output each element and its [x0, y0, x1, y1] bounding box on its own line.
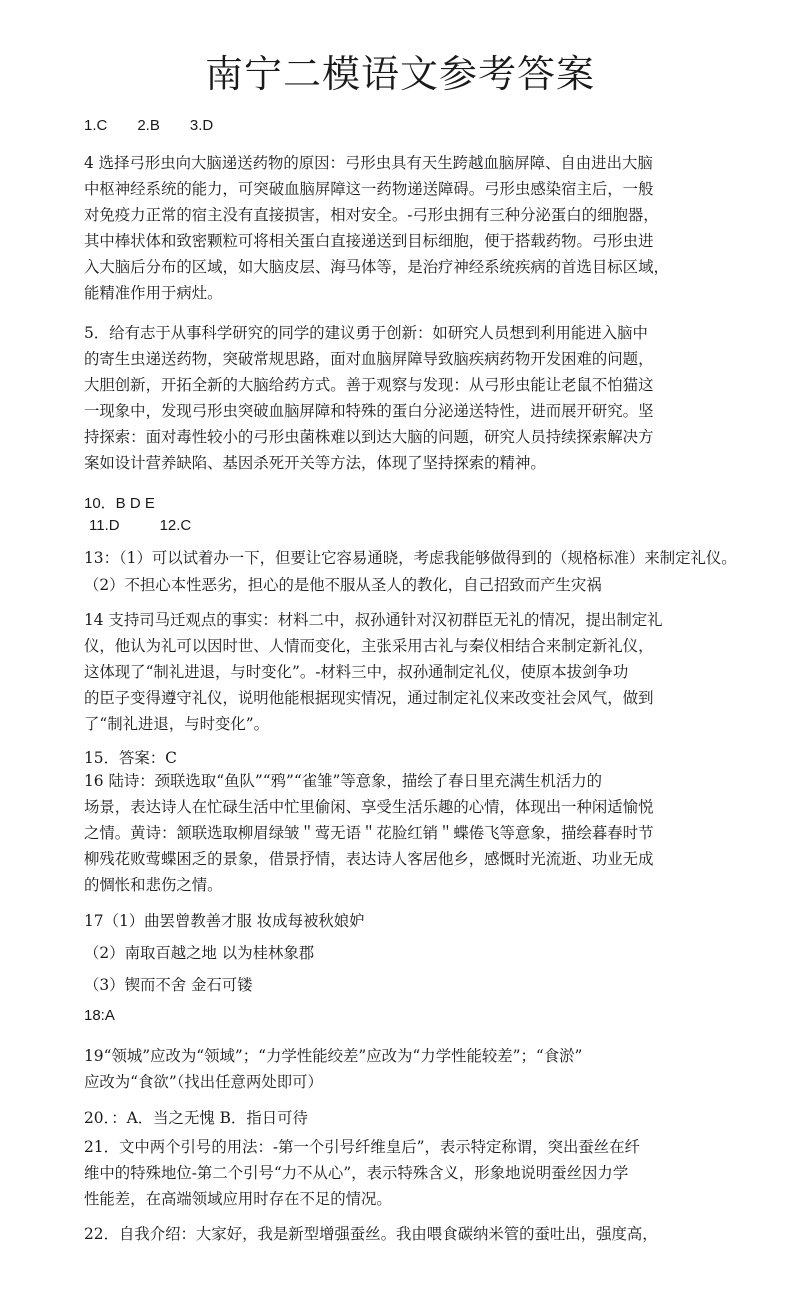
q14-line-1: 14 支持司马迁观点的事实：材料二中，叔孙通针对汉初群臣无礼的情况，提出制定礼	[84, 611, 663, 629]
q17-line-2: （2）南取百越之地 以为桂林象郡	[84, 944, 315, 962]
q16-line-2: 场景，表达诗人在忙碌生活中忙里偷闲、享受生活乐趣的心情，体现出一种闲适愉悦	[84, 798, 654, 816]
q4-line-1: 4 选择弓形虫向大脑递送药物的原因：弓形虫具有天生跨越血脑屏障、自由进出大脑	[84, 154, 653, 172]
answer-2: 2.B	[137, 117, 160, 134]
q14-line-4: 的臣子变得遵守礼仪，说明他能根据现实情况，通过制定礼仪来改变社会风气，做到	[84, 689, 654, 707]
answer-11: 11.D	[89, 517, 120, 534]
q4-line-3: 对免疫力正常的宿主没有直接损害，相对安全。-弓形虫拥有三种分泌蛋白的细胞器，	[84, 206, 659, 224]
q21-line-3: 性能差，在高端领域应用时存在不足的情况。	[84, 1190, 392, 1208]
q5-line-1: 5．给有志于从事科学研究的同学的建议勇于创新：如研究人员想到利用能进入脑中	[84, 324, 648, 342]
q4-line-6: 能精准作用于病灶。	[84, 284, 223, 302]
q4-line-5: 入大脑后分布的区域，如大脑皮层、海马体等，是治疗神经系统疾病的首选目标区域，	[84, 258, 669, 276]
q19-line-1: 19“领城”应改为“领域”；“力学性能绞差”应改为“力学性能较差”；“食淤”	[84, 1047, 583, 1065]
q14-line-5: 了“制礼进退，与时变化”。	[84, 715, 270, 733]
q16-line-5: 的惆怅和悲伤之情。	[84, 876, 223, 894]
q5-line-6: 案如设计营养缺陷、基因杀死开关等方法，体现了坚持探索的精神。	[84, 454, 546, 472]
answer-1: 1.C	[84, 117, 108, 134]
q5-line-3: 大胆创新，开拓全新的大脑给药方式。善于观察与发现：从弓形虫能让老鼠不怕猫这	[84, 376, 654, 394]
q19-line-2: 应改为“食欲”（找出任意两处即可）	[84, 1073, 323, 1091]
q21-line-1: 21．文中两个引号的用法：-第一个引号纤维皇后”，表示特定称谓，突出蚕丝在纤	[84, 1138, 640, 1156]
q16-line-3: 之情。黄诗：颔联选取柳眉绿皱＂莺无语＂花脸红销＂蝶倦飞等意象，描绘暮春时节	[84, 824, 654, 842]
q16-line-1: 16 陆诗：颈联选取“鱼队”“鸦”“雀雏”等意象，描绘了春日里充满生机活力的	[84, 772, 603, 790]
page-title: 南宁二模语文参考答案	[204, 52, 595, 96]
q14-line-3: 这体现了“制礼进退，与时变化”。-材料三中，叔孙通制定礼仪，使原本拔剑争功	[84, 663, 629, 681]
answer-3: 3.D	[189, 117, 214, 134]
q4-line-2: 中枢神经系统的能力，可突破血脑屏障这一药物递送障碍。弓形虫感染宿主后，一般	[84, 180, 654, 198]
q5-line-2: 的寄生虫递送药物，突破常规思路，面对血脑屏障导致脑疾病药物开发困难的问题，	[84, 350, 654, 368]
q14-line-2: 仪，他认为礼可以因时世、人情而变化，主张采用古礼与秦仪相结合来制定新礼仪，	[84, 637, 654, 655]
answer-10: 10．B D E	[84, 495, 155, 512]
q17-line-3: （3）锲而不舍 金石可镂	[84, 976, 253, 994]
answers-1-3	[84, 116, 724, 136]
q13-line-2: （2）不担心本性恶劣，担心的是他不服从圣人的教化，自己招致而产生灾祸	[84, 576, 602, 594]
q22-line-1: 22．自我介绍：大家好，我是新型增强蚕丝。我由喂食碳纳米管的蚕吐出，强度高，	[84, 1225, 658, 1243]
q4-line-4: 其中棒状体和致密颗粒可将相关蛋白直接递送到目标细胞，便于搭载药物。弓形虫进	[84, 232, 654, 250]
answers-11-12	[89, 516, 729, 536]
q17-line-1: 17（1）曲罢曾教善才服 妆成每被秋娘妒	[84, 912, 365, 930]
q5-line-5: 持探索：面对毒性较小的弓形虫菌株难以到达大脑的问题，研究人员持续探索解决方	[84, 428, 654, 446]
answer-12: 12.C	[159, 517, 192, 534]
q16-line-4: 柳残花败莺蝶困乏的景象，借景抒情，表达诗人客居他乡，感慨时光流逝、功业无成	[84, 850, 654, 868]
answer-18: 18:A	[84, 1007, 115, 1024]
q5-line-4: 一现象中，发现弓形虫突破血脑屏障和特殊的蛋白分泌递送特性，进而展开研究。坚	[84, 402, 654, 420]
q13-line-1: 13：（1）可以试着办一下，但要让它容易通晓，考虑我能够做得到的（规格标准）来制定礼仪。	[84, 549, 737, 567]
q21-line-2: 维中的特殊地位-第二个引号“力不从心”，表示特殊含义，形象地说明蚕丝因力学	[84, 1164, 629, 1182]
answer-15: 15．答案：C	[84, 749, 177, 767]
answer-20: 20．：A．当之无愧 B．指日可待	[84, 1109, 308, 1127]
